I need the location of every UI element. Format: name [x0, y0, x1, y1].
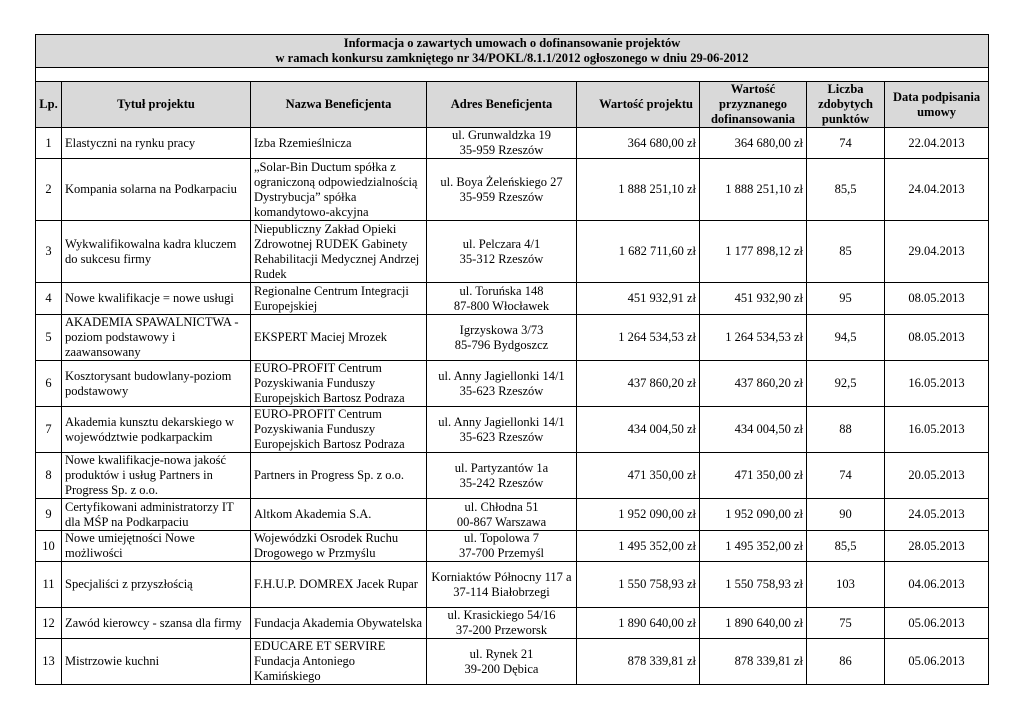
cell-lp: 6: [36, 361, 62, 407]
col-header-lp: Lp.: [36, 82, 62, 128]
cell-project-value: 437 860,20 zł: [577, 361, 700, 407]
cell-date: 29.04.2013: [885, 221, 989, 283]
cell-date: 16.05.2013: [885, 361, 989, 407]
cell-points: 75: [807, 608, 885, 639]
cell-date: 08.05.2013: [885, 315, 989, 361]
cell-beneficiary-name: Niepubliczny Zakład Opieki Zdrowotnej RUDEK Gabinety Rehabilitacji Medycznej Andrzej Rudek: [251, 221, 427, 283]
address-street: ul. Grunwaldzka 19: [452, 128, 551, 142]
table-row: [36, 499, 989, 531]
cell-project-title: Certyfikowani administratorzy IT dla MŚP na Podkarpaciu: [62, 499, 251, 531]
col-header-date: Data podpisania umowy: [885, 82, 989, 128]
cell-date: 24.04.2013: [885, 159, 989, 221]
cell-date: 08.05.2013: [885, 283, 989, 315]
address-street: ul. Pelczara 4/1: [462, 236, 541, 251]
cell-lp: 5: [36, 315, 62, 361]
address-city: 35-623 Rzeszów: [459, 383, 544, 398]
cell-project-value: 1 682 711,60 zł: [577, 221, 700, 283]
title-line-2: w ramach konkursu zamkniętego nr 34/POKL/8.1.1/2012 ogłoszonego w dniu 29-06-2012: [275, 51, 749, 65]
cell-lp: 10: [36, 531, 62, 562]
cell-lp: 12: [36, 608, 62, 639]
address-city: 85-796 Bydgoszcz: [454, 337, 549, 352]
cell-beneficiary-address: [427, 639, 577, 685]
col-header-value: Wartość projektu: [577, 82, 700, 128]
cell-beneficiary-address: [427, 361, 577, 407]
cell-beneficiary-name: Izba Rzemieślnicza: [251, 128, 427, 159]
cell-points: 85,5: [807, 531, 885, 562]
cell-funding-value: 364 680,00 zł: [700, 128, 807, 159]
cell-points: 88: [807, 407, 885, 453]
address-street: Korniaktów Północny 117 a: [431, 569, 572, 584]
address-street: ul. Toruńska 148: [459, 283, 544, 298]
cell-lp: 9: [36, 499, 62, 531]
title-line-1: Informacja o zawartych umowach o dofinansowanie projektów: [343, 36, 681, 50]
address-street: ul. Topolowa 7: [464, 531, 539, 545]
cell-funding-value: 878 339,81 zł: [700, 639, 807, 685]
cell-beneficiary-name: „Solar-Bin Ductum spółka z ograniczoną odpowiedzialnością Dystrybucja” spółka komandytowo-akcyjna: [251, 159, 427, 221]
cell-funding-value: 451 932,90 zł: [700, 283, 807, 315]
cell-date: 04.06.2013: [885, 562, 989, 608]
cell-date: 22.04.2013: [885, 128, 989, 159]
address-street: ul. Rynek 21: [469, 646, 534, 661]
cell-beneficiary-name: Regionalne Centrum Integracji Europejskiej: [251, 283, 427, 315]
cell-beneficiary-address: [427, 159, 577, 221]
cell-funding-value: 434 004,50 zł: [700, 407, 807, 453]
cell-beneficiary-name: EURO-PROFIT Centrum Pozyskiwania Funduszy Europejskich Bartosz Podraza: [251, 407, 427, 453]
address-street: ul. Partyzantów 1a: [454, 460, 549, 475]
table-row: [36, 407, 989, 453]
cell-funding-value: 1 495 352,00 zł: [700, 531, 807, 562]
cell-project-title: Nowe kwalifikacje-nowa jakość produktów i usług Partners in Progress Sp. z o.o.: [62, 453, 251, 499]
cell-project-title: Wykwalifikowalna kadra kluczem do sukcesu firmy: [62, 221, 251, 283]
cell-points: 74: [807, 128, 885, 159]
cell-project-title: Zawód kierowcy - szansa dla firmy: [62, 608, 251, 639]
contracts-table: [35, 34, 989, 685]
cell-project-title: Kompania solarna na Podkarpaciu: [62, 159, 251, 221]
cell-project-title: Elastyczni na rynku pracy: [62, 128, 251, 159]
cell-date: 20.05.2013: [885, 453, 989, 499]
cell-lp: 1: [36, 128, 62, 159]
address-street: ul. Chłodna 51: [464, 499, 539, 514]
cell-project-value: 1 550 758,93 zł: [577, 562, 700, 608]
cell-project-value: 1 888 251,10 zł: [577, 159, 700, 221]
cell-funding-value: 1 890 640,00 zł: [700, 608, 807, 639]
cell-points: 94,5: [807, 315, 885, 361]
cell-lp: 13: [36, 639, 62, 685]
address-city: 35-959 Rzeszów: [459, 143, 544, 157]
table-row: [36, 315, 989, 361]
cell-project-title: Nowe umiejętności Nowe możliwości: [62, 531, 251, 562]
table-row: [36, 361, 989, 407]
table-row: [36, 283, 989, 315]
cell-funding-value: 1 264 534,53 zł: [700, 315, 807, 361]
address-city: 37-700 Przemyśl: [458, 546, 545, 560]
cell-project-title: Kosztorysant budowlany-poziom podstawowy: [62, 361, 251, 407]
cell-beneficiary-address: [427, 531, 577, 562]
cell-funding-value: 437 860,20 zł: [700, 361, 807, 407]
table-row: [36, 453, 989, 499]
address-city: 39-200 Dębica: [464, 661, 539, 676]
address-city: 37-200 Przeworsk: [455, 623, 548, 637]
cell-beneficiary-address: [427, 499, 577, 531]
document-title: [36, 35, 989, 68]
cell-project-value: 364 680,00 zł: [577, 128, 700, 159]
cell-date: 05.06.2013: [885, 639, 989, 685]
address-city: 35-623 Rzeszów: [459, 429, 544, 444]
address-city: 35-312 Rzeszów: [459, 251, 544, 266]
table-row: [36, 639, 989, 685]
cell-funding-value: 1 952 090,00 zł: [700, 499, 807, 531]
cell-project-value: 471 350,00 zł: [577, 453, 700, 499]
cell-date: 05.06.2013: [885, 608, 989, 639]
cell-date: 28.05.2013: [885, 531, 989, 562]
cell-points: 85,5: [807, 159, 885, 221]
cell-points: 92,5: [807, 361, 885, 407]
cell-date: 24.05.2013: [885, 499, 989, 531]
cell-points: 103: [807, 562, 885, 608]
address-city: 00-867 Warszawa: [456, 514, 547, 529]
cell-beneficiary-name: Altkom Akademia S.A.: [251, 499, 427, 531]
cell-project-title: Akademia kunsztu dekarskiego w województwie podkarpackim: [62, 407, 251, 453]
col-header-title: Tytuł projektu: [62, 82, 251, 128]
cell-beneficiary-address: [427, 283, 577, 315]
cell-beneficiary-name: Fundacja Akademia Obywatelska: [251, 608, 427, 639]
address-street: ul. Krasickiego 54/16: [447, 608, 556, 622]
cell-beneficiary-name: Partners in Progress Sp. z o.o.: [251, 453, 427, 499]
cell-project-title: AKADEMIA SPAWALNICTWA - poziom podstawowy i zaawansowany: [62, 315, 251, 361]
cell-project-value: 1 952 090,00 zł: [577, 499, 700, 531]
cell-beneficiary-address: [427, 128, 577, 159]
cell-project-value: 1 264 534,53 zł: [577, 315, 700, 361]
cell-lp: 3: [36, 221, 62, 283]
cell-points: 74: [807, 453, 885, 499]
cell-lp: 8: [36, 453, 62, 499]
cell-project-value: 878 339,81 zł: [577, 639, 700, 685]
cell-lp: 2: [36, 159, 62, 221]
cell-project-value: 1 890 640,00 zł: [577, 608, 700, 639]
cell-lp: 11: [36, 562, 62, 608]
cell-funding-value: 1 550 758,93 zł: [700, 562, 807, 608]
address-street: ul. Anny Jagiellonki 14/1: [438, 368, 565, 383]
cell-beneficiary-address: [427, 562, 577, 608]
cell-project-value: 451 932,91 zł: [577, 283, 700, 315]
table-row: [36, 608, 989, 639]
cell-beneficiary-address: [427, 315, 577, 361]
table-row: [36, 128, 989, 159]
col-header-address: Adres Beneficjenta: [427, 82, 577, 128]
table-row: [36, 159, 989, 221]
address-city: 35-959 Rzeszów: [459, 189, 544, 204]
cell-points: 86: [807, 639, 885, 685]
cell-lp: 4: [36, 283, 62, 315]
cell-beneficiary-address: [427, 221, 577, 283]
cell-funding-value: 471 350,00 zł: [700, 453, 807, 499]
cell-beneficiary-address: [427, 407, 577, 453]
spacer-row: [36, 68, 989, 82]
cell-funding-value: 1 177 898,12 zł: [700, 221, 807, 283]
col-header-beneficiary: Nazwa Beneficjenta: [251, 82, 427, 128]
address-city: 35-242 Rzeszów: [459, 475, 544, 490]
cell-funding-value: 1 888 251,10 zł: [700, 159, 807, 221]
cell-project-value: 434 004,50 zł: [577, 407, 700, 453]
cell-project-title: Nowe kwalifikacje = nowe usługi: [62, 283, 251, 315]
cell-beneficiary-name: EKSPERT Maciej Mrozek: [251, 315, 427, 361]
cell-date: 16.05.2013: [885, 407, 989, 453]
address-street: Igrzyskowa 3/73: [459, 322, 544, 337]
address-city: 87-800 Włocławek: [453, 298, 550, 313]
cell-beneficiary-address: [427, 453, 577, 499]
table-row: [36, 221, 989, 283]
cell-points: 85: [807, 221, 885, 283]
col-header-funding: Wartość przyznanego dofinansowania: [700, 82, 807, 128]
table-row: [36, 562, 989, 608]
cell-lp: 7: [36, 407, 62, 453]
cell-beneficiary-address: [427, 608, 577, 639]
cell-points: 90: [807, 499, 885, 531]
address-city: 37-114 Białobrzegi: [453, 584, 550, 599]
cell-beneficiary-name: EURO-PROFIT Centrum Pozyskiwania Funduszy Europejskich Bartosz Podraza: [251, 361, 427, 407]
address-street: ul. Boya Żeleńskiego 27: [440, 174, 563, 189]
col-header-points: Liczba zdobytych punktów: [807, 82, 885, 128]
address-street: ul. Anny Jagiellonki 14/1: [438, 414, 565, 429]
cell-beneficiary-name: EDUCARE ET SERVIRE Fundacja Antoniego Kamińskiego: [251, 639, 427, 685]
cell-beneficiary-name: Wojewódzki Osrodek Ruchu Drogowego w Przmyślu: [251, 531, 427, 562]
table-row: [36, 531, 989, 562]
cell-beneficiary-name: F.H.U.P. DOMREX Jacek Rupar: [251, 562, 427, 608]
cell-project-title: Specjaliści z przyszłością: [62, 562, 251, 608]
cell-points: 95: [807, 283, 885, 315]
cell-project-value: 1 495 352,00 zł: [577, 531, 700, 562]
cell-project-title: Mistrzowie kuchni: [62, 639, 251, 685]
